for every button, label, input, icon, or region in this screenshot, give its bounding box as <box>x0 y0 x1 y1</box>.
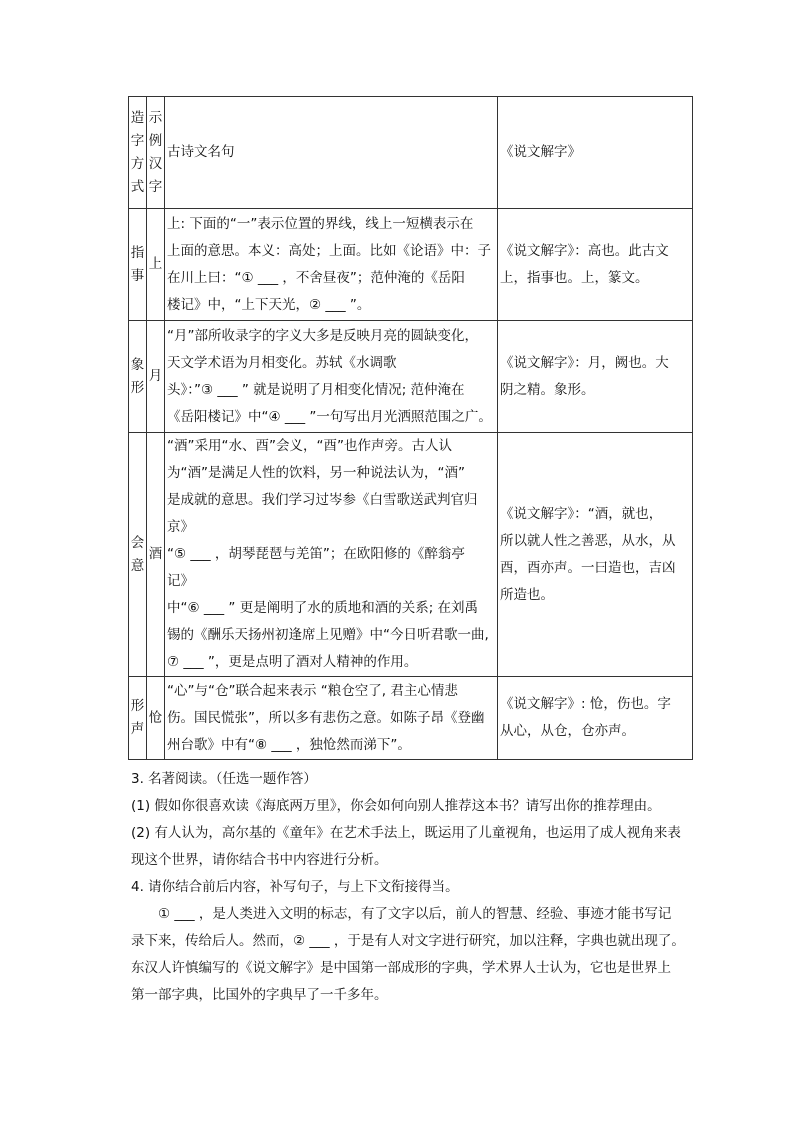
text-line: 所造也。 <box>500 586 554 603</box>
table-row <box>129 433 693 677</box>
text-line: “月”部所收录字的字义大多是反映月亮的圆缺变化， <box>167 327 478 344</box>
question-3-item: 现这个世界，请你结合书中内容进行分析。 <box>131 852 388 868</box>
text-line: 记》 <box>167 573 194 589</box>
text-line: 头》：”③ ___ ” 就是说明了月相变化情况; 范仲淹在 <box>167 381 465 398</box>
character-table <box>128 96 693 760</box>
row-char: 怆 <box>147 677 165 760</box>
text-line: 中“⑥ ___ ” 更是阐明了水的质地和酒的关系; 在刘禹 <box>167 600 479 616</box>
text-line: 所以就人性之善恶，从水，从 <box>500 532 676 549</box>
question-4-line: 第一部字典，比国外的字典早了一千多年。 <box>131 987 388 1003</box>
text-line: 《岳阳楼记》中“④ ___ ”一句写出月光洒照范围之广。 <box>167 408 492 425</box>
text-line: 《说文解字》：月，阙也。大 <box>500 354 669 371</box>
text-line: 《说文解字》: 怆，伤也。字 <box>500 696 671 712</box>
row-method: 会意 <box>129 433 147 677</box>
text-line: 酉，酉亦声。一曰造也，吉凶 <box>500 559 676 576</box>
table-row <box>129 209 693 321</box>
question-3-item: (2) 有人认为，高尔基的《童年》在艺术手法上，既运用了儿童视角，也运用了成人视角来表 <box>131 825 681 841</box>
question-3-item: (1) 假如你很喜欢读《海底两万里》，你会如何向别人推荐这本书？请写出你的推荐理由。 <box>131 798 661 814</box>
row-poem <box>165 677 498 760</box>
row-char: 月 <box>147 321 165 433</box>
text-line: 伤。国民慌张”，所以多有悲伤之意。如陈子昂《登幽 <box>167 709 485 726</box>
table-row <box>129 677 693 760</box>
text-line: 在川上曰：“① ___ ，不舍昼夜”；范仲淹的《岳阳 <box>167 269 465 286</box>
row-poem <box>165 209 498 321</box>
text-line: 《说文解字》：高也。此古文 <box>500 242 669 259</box>
text-line: 阴之精。象形。 <box>500 381 595 398</box>
text-line: ⑦ ___ ”，更是点明了酒对人精神的作用。 <box>167 654 418 670</box>
row-char: 酒 <box>147 433 165 677</box>
table-header-row <box>129 97 693 209</box>
header-poem: 古诗文名句 <box>165 97 498 209</box>
header-shuowen: 《说文解字》 <box>498 97 693 209</box>
text-line: 上，指事也。上，篆文。 <box>500 269 649 286</box>
questions-section <box>131 766 691 1009</box>
text-line: 为“酒”是满足人性的饮料，另一种说法认为，“酒” <box>167 465 465 481</box>
text-line: “⑤ ___ ，胡琴琵琶与羌笛”；在欧阳修的《醉翁亭 <box>167 546 465 562</box>
row-method: 象形 <box>129 321 147 433</box>
row-shuowen <box>498 433 693 677</box>
question-4-line: ① ___ ，是人类进入文明的标志，有了文字以后，前人的智慧、经验、事迹才能书写记 <box>158 906 672 922</box>
text-line: 《说文解字》：“酒，就也， <box>500 505 663 522</box>
question-4-title: 4. 请你结合前后内容，补写句子，与上下文衔接得当。 <box>131 879 459 895</box>
row-method: 指事 <box>129 209 147 321</box>
text-line: 天文学术语为月相变化。苏轼《水调歌 <box>167 354 397 371</box>
header-example: 示例汉字 <box>147 97 165 209</box>
question-3-title: 3. 名著阅读。（任选一题作答） <box>131 771 317 787</box>
text-line: 楼记》中，“上下天光，② ___ ”。 <box>167 296 371 313</box>
text-line: 是成就的意思。我们学习过岑参《白雪歌送武判官归京》 <box>167 492 478 535</box>
text-line: 上: 下面的“一”表示位置的界线，线上一短横表示在 <box>167 215 474 232</box>
row-shuowen <box>498 677 693 760</box>
row-shuowen <box>498 209 693 321</box>
row-poem <box>165 433 498 677</box>
text-line: 从心，从仓，仓亦声。 <box>500 723 635 739</box>
row-poem <box>165 321 498 433</box>
row-shuowen <box>498 321 693 433</box>
text-line: “酒”采用“水、酉”会义，“酉”也作声旁。古人认 <box>167 438 452 454</box>
row-method: 形声 <box>129 677 147 760</box>
header-method: 造字方式 <box>129 97 147 209</box>
table-row <box>129 321 693 433</box>
row-char: 上 <box>147 209 165 321</box>
question-4-line: 东汉人许慎编写的《说文解字》是中国第一部成形的字典，学术界人士认为，它也是世界上 <box>131 960 671 976</box>
text-line: 州台歌》中有“⑧ ___ ，独怆然而涕下”。 <box>167 736 411 753</box>
text-line: “心”与“仓”联合起来表示 “粮仓空了, 君主心情悲 <box>167 682 458 699</box>
text-line: 锡的《酬乐天扬州初逢席上见赠》中“今日听君歌一曲, <box>167 627 489 643</box>
text-line: 上面的意思。本义：高处；上面。比如《论语》中：子 <box>167 242 491 259</box>
question-4-line: 录下来，传给后人。然而，② ___ ，于是有人对文字进行研究，加以注释，字典也就出现了。 <box>131 933 685 949</box>
